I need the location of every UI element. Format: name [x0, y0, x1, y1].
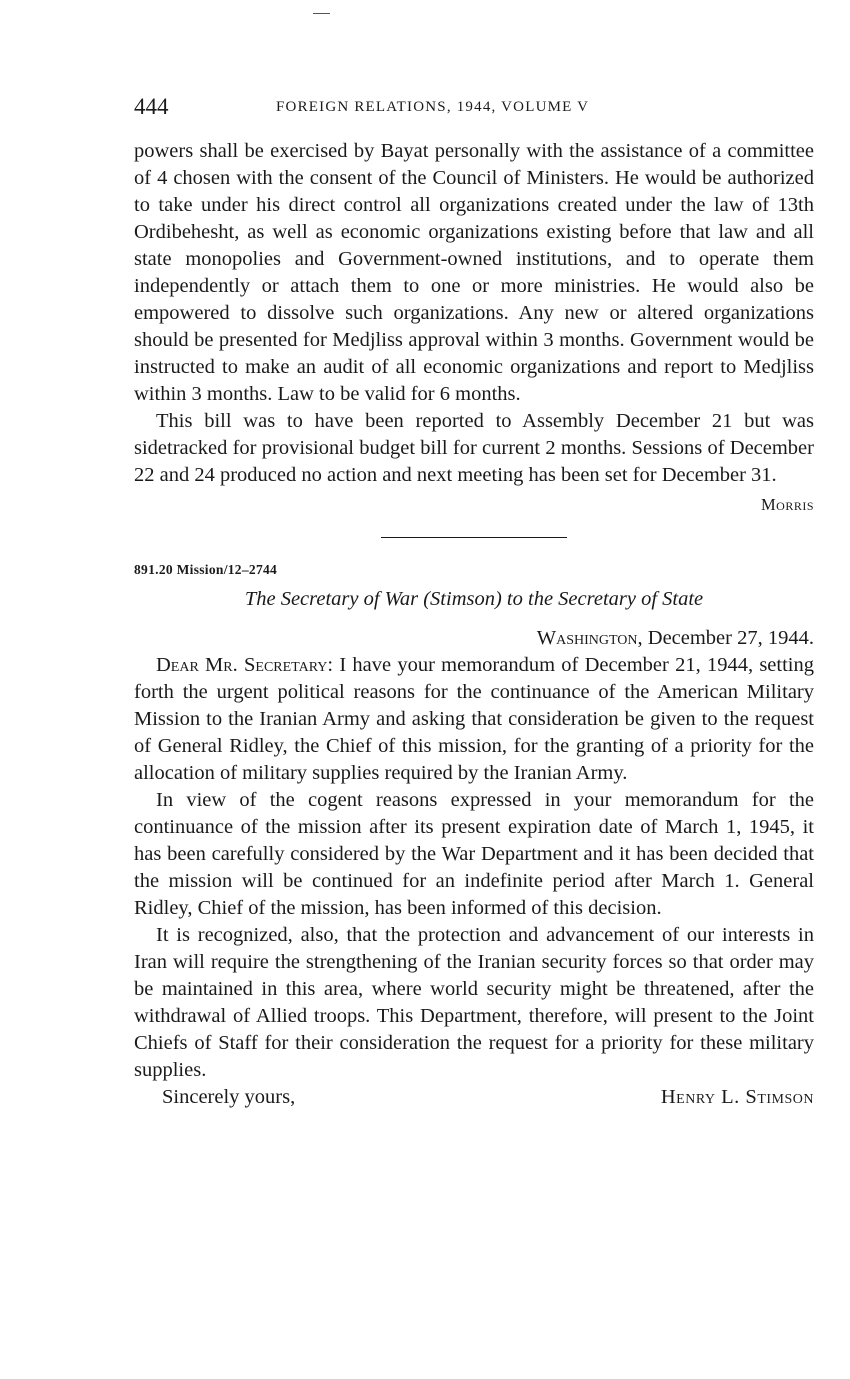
- dateline-date: , December 27, 1944.: [637, 627, 814, 649]
- page-number: 444: [134, 94, 169, 119]
- section-divider: [381, 537, 567, 538]
- letter-paragraph: In view of the cogent reasons expressed in your memorandum for the continuance of the mission after its present expiration date of March 1, 1945, it has been carefully considered by the War Department and it has been decided that the mission will be continued for an indefinite period after March 1. General Ridley, Chief of the mission, has been informed of this decision.: [134, 789, 814, 919]
- complimentary-close: Sincerely yours,: [162, 1086, 296, 1108]
- document-file-number: 891.20 Mission/12–2744: [134, 562, 278, 577]
- letter-signature: Henry L. Stimson: [660, 1086, 814, 1108]
- telegram-signature: Morris: [760, 495, 814, 514]
- letter-paragraph-text: : I have your memorandum of December 21, 1944, setting forth the urgent political reasons for the continuance of the American Military Mission to the Iranian Army and asking that consideration be given to the request of General Ridley, the Chief of this mission, for the granting of a priority for the allocation of military supplies required by the Iranian Army.: [134, 654, 814, 784]
- salutation: Dear Mr. Secretary: [156, 654, 328, 676]
- letter-closing: [134, 1084, 814, 1111]
- letter-paragraph: It is recognized, also, that the protection and advancement of our interests in Iran will require the strengthening of the Iranian security forces so that order may be maintained in this area, where world security might be threatened, after the withdrawal of Allied troops. This Department, therefore, will present to the Joint Chiefs of Staff for their consideration the request for a priority for these military supplies.: [134, 924, 814, 1081]
- page-top-mark: [313, 13, 330, 14]
- page-header: [134, 92, 814, 122]
- dateline: [134, 625, 814, 652]
- page-body: [134, 138, 814, 1111]
- continued-paragraph: powers shall be exercised by Bayat personally with the assistance of a committee of 4 chosen with the consent of the Council of Ministers. He would be authorized to take under his direct control all organizations created under the law of 13th Ordibehesht, as well as economic organizations existing before that law and all state monopolies and Government-owned institutions, and to operate them independently or attach them to one or more ministries. He would also be empowered to dissolve such organizations. Any new or altered organizations should be presented for Medjliss approval within 3 months. Government would be instructed to make an audit of all economic organizations and report to Medjliss within 3 months. Law to be valid for 6 months.: [134, 140, 814, 405]
- continued-paragraph: This bill was to have been reported to Assembly December 21 but was sidetracked for provisional budget bill for current 2 months. Sessions of December 22 and 24 produced no action and next meeting has been set for December 31.: [134, 410, 814, 486]
- document-title: The Secretary of War (Stimson) to the Secretary of State: [244, 588, 704, 610]
- letter-paragraph: [134, 652, 814, 787]
- dateline-place: Washington: [536, 627, 638, 649]
- running-head: FOREIGN RELATIONS, 1944, VOLUME V: [276, 99, 590, 115]
